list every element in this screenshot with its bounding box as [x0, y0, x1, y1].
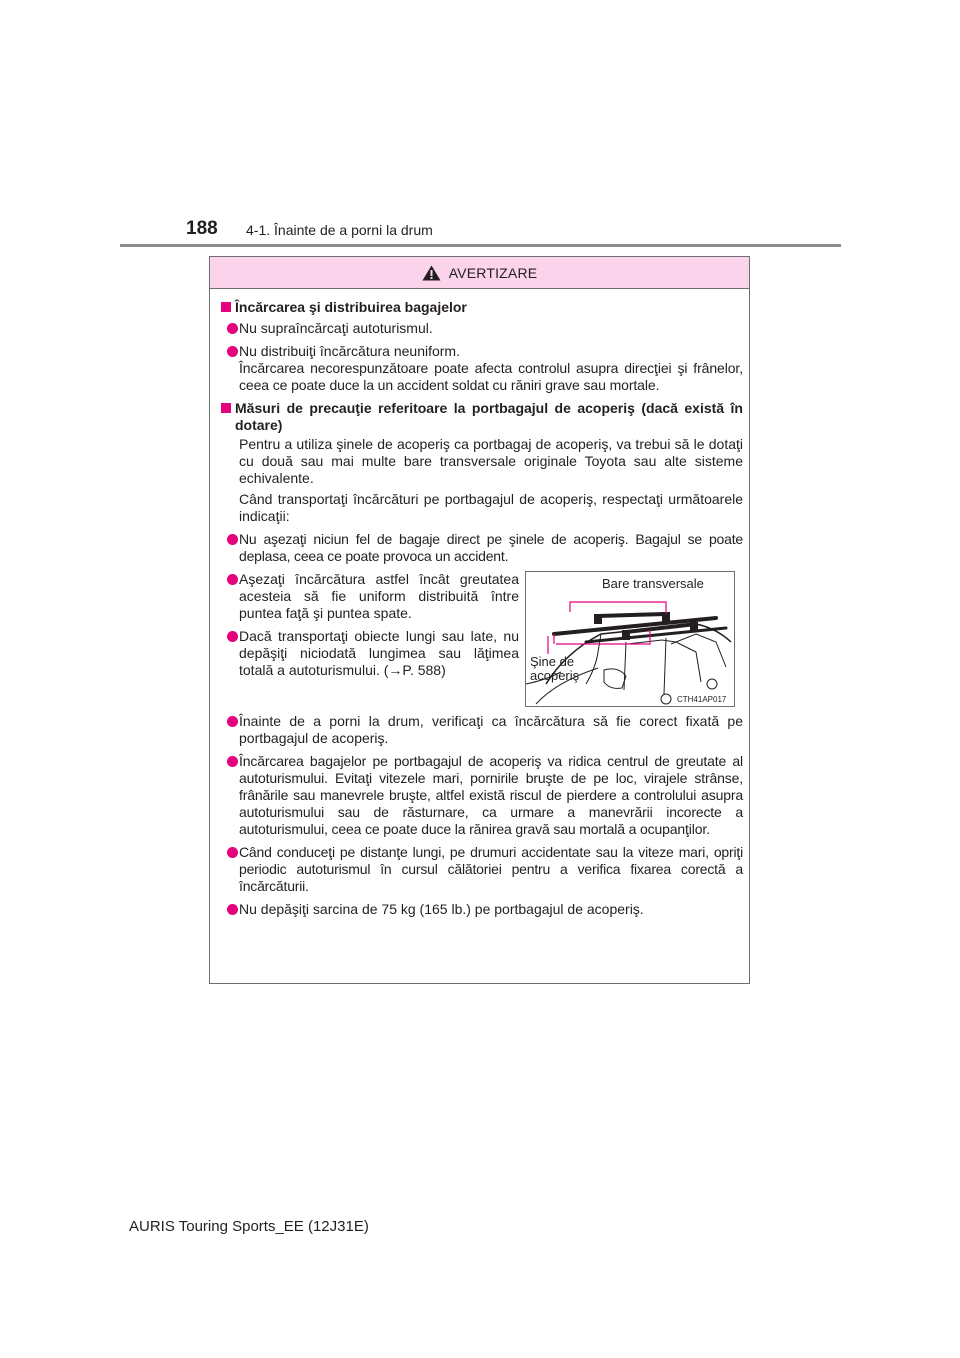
- roof-rack-illustration: [526, 572, 736, 708]
- warning-header: [210, 257, 749, 289]
- circle-bullet-icon: [227, 574, 238, 585]
- roof-rack-figure: [525, 571, 735, 707]
- circle-bullet-icon: [227, 847, 238, 858]
- paragraph: Încărcarea necorespunzătoare poate afecta controlul asupra direcţiei şi frânelor, ceea ce poate duce la un accident soldat cu răniri grave sau mortale.: [239, 360, 743, 393]
- warning-triangle-icon: [422, 265, 441, 281]
- label-roof-rails-1: Şine de: [530, 654, 575, 669]
- list-item: Nu distribuiţi încărcătura neuniform.: [221, 343, 743, 360]
- list-item: Înainte de a porni la drum, verificaţi ca încărcătura să fie corect fixată pe portbagajul de acoperiş.: [221, 713, 743, 747]
- paragraph: Pentru a utiliza şinele de acoperiş ca portbagaj de acoperiş, va trebui să le dotaţi cu două sau mai multe bare transversale originale Toyota sau alte sisteme echivalente.: [239, 436, 743, 486]
- label-roof-rails-2: acoperiş: [530, 668, 580, 683]
- heading-roof-rack: Măsuri de precauţie referitoare la portbagajul de acoperiş (dacă există în dotare): [221, 400, 743, 434]
- circle-bullet-icon: [227, 534, 238, 545]
- paragraph: Când transportaţi încărcături pe portbagajul de acoperiş, respectaţi următoarele indicaţii:: [239, 491, 743, 524]
- heading-load-distribution: Încărcarea şi distribuirea bagajelor: [221, 299, 743, 316]
- list-item: Nu aşezaţi niciun fel de bagaje direct pe şinele de acoperiş. Bagajul se poate deplasa, ceea ce poate provoca un accident.: [221, 531, 743, 565]
- label-cross-bars: Bare transversale: [602, 576, 704, 591]
- list-item: Nu depăşiţi sarcina de 75 kg (165 lb.) pe portbagajul de acoperiş.: [221, 901, 743, 918]
- warning-content: [221, 299, 743, 918]
- circle-bullet-icon: [227, 904, 238, 915]
- list-item: Încărcarea bagajelor pe portbagajul de acoperiş va ridica centrul de greutate al autoturismului. Evitaţi vitezele mari, pornirile bruşte de pe loc, virajele strânse, frânările sau manevrele bruşte, altfel există riscul de pierdere a controlului asupra autoturismului sau de răsturnare, ca urmare a manevrării incorecte a autoturismului, ceea ce poate duce la rănirea gravă sau mortală a ocupanţilor.: [221, 753, 743, 838]
- section-title: 4-1. Înainte de a porni la drum: [246, 222, 433, 238]
- footer-model: AURIS Touring Sports_EE (12J31E): [129, 1218, 369, 1235]
- circle-bullet-icon: [227, 756, 238, 767]
- square-bullet-icon: [221, 403, 231, 413]
- figure-row: [221, 571, 743, 707]
- header-rule: [120, 244, 841, 247]
- list-item: Aşezaţi încărcătura astfel încât greutatea acesteia să fie uniform distribuită între puntea faţă şi puntea spate.: [221, 571, 519, 622]
- list-item: Când conduceţi pe distanţe lungi, pe drumuri accidentate sau la viteze mari, opriţi periodic autoturismul în cursul călătoriei pentru a verifica fixarea corectă a încărcăturii.: [221, 844, 743, 895]
- list-item: Nu supraîncărcaţi autoturismul.: [221, 320, 743, 337]
- circle-bullet-icon: [227, 716, 238, 727]
- page-number: 188: [186, 218, 218, 239]
- figure-row-text: [221, 571, 519, 679]
- warning-title: AVERTIZARE: [448, 264, 538, 281]
- figure-code: CTH41AP017: [677, 695, 727, 704]
- list-item: Dacă transportaţi obiecte lungi sau late, nu depăşiţi niciodată lungimea sau lăţimea totală a autoturismului. (→P. 588): [221, 628, 519, 679]
- circle-bullet-icon: [227, 323, 238, 334]
- square-bullet-icon: [221, 302, 231, 312]
- circle-bullet-icon: [227, 631, 238, 642]
- warning-box: [209, 256, 750, 984]
- circle-bullet-icon: [227, 346, 238, 357]
